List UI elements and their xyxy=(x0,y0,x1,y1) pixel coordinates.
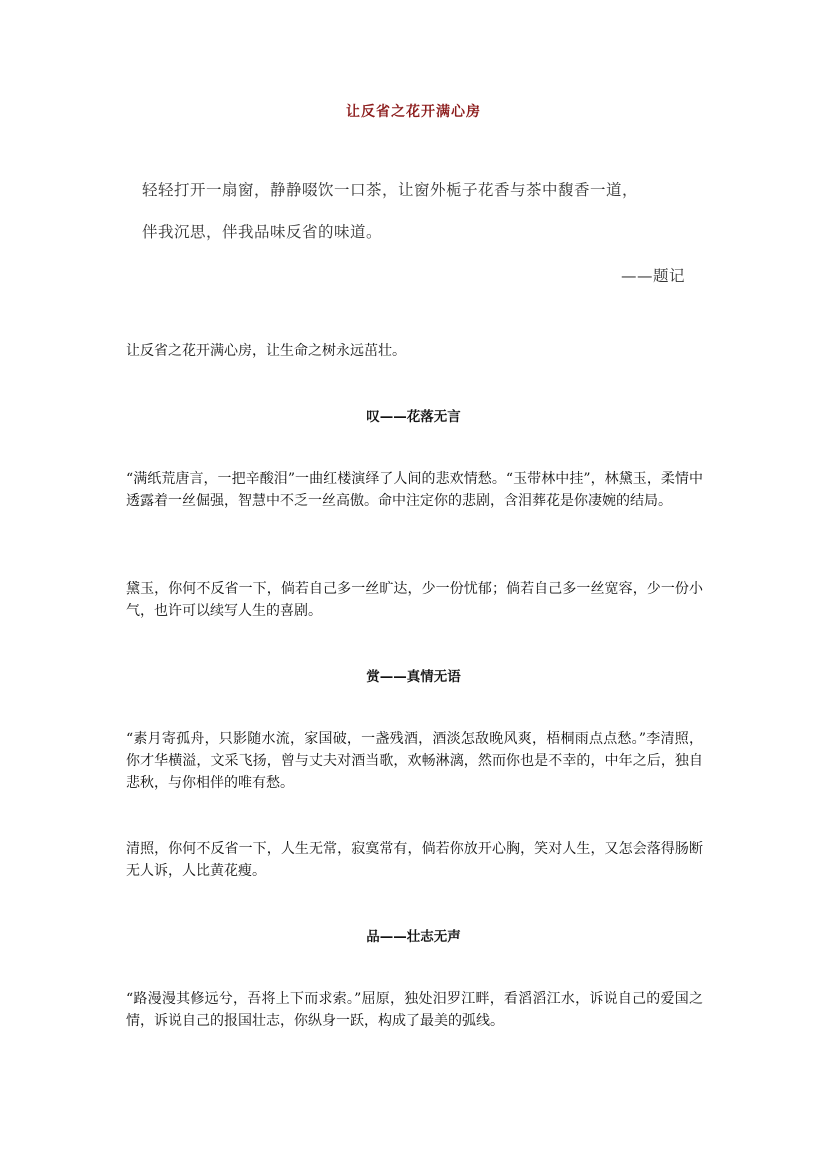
epigraph-line-1: 轻轻打开一扇窗，静静啜饮一口茶，让窗外栀子花香与茶中馥香一道， xyxy=(142,181,639,199)
intro-paragraph: 让反省之花开满心房，让生命之树永远茁壮。 xyxy=(126,343,406,359)
epigraph-line-2: 伴我沉思，伴我品味反省的味道。 xyxy=(142,223,383,241)
page-title: 让反省之花开满心房 xyxy=(346,104,481,120)
epigraph-signature: ——题记 xyxy=(620,267,685,285)
section-1-paragraph-2: 黛玉，你何不反省一下，倘若自己多一丝旷达，少一份忧郁；倘若自己多一丝宽容，少一份小气，也许可以续写人生的喜剧。 xyxy=(126,581,703,619)
section-2-paragraph-2: 清照，你何不反省一下，人生无常，寂寞常有，倘若你放开心胸，笑对人生，又怎会落得肠断无人诉，人比黄花瘦。 xyxy=(126,841,703,879)
section-heading-2: 赏——真情无语 xyxy=(366,669,461,685)
section-heading-3: 品——壮志无声 xyxy=(366,929,461,945)
section-2-paragraph-1: “素月寄孤舟，只影随水流，家国破，一盏残酒，酒淡怎敌晚风爽，梧桐雨点点愁。”李清照，你才华横溢，文采飞扬，曾与丈夫对酒当歌，欢畅淋漓，然而你也是不幸的，中年之后，独自悲秋，与你相伴的唯有愁。 xyxy=(126,731,703,791)
section-1-paragraph-1: “满纸荒唐言，一把辛酸泪”一曲红楼演绎了人间的悲欢情愁。“玉带林中挂”，林黛玉，柔情中透露着一丝倔强，智慧中不乏一丝高傲。命中注定你的悲剧，含泪葬花是你凄婉的结局。 xyxy=(126,471,703,509)
section-heading-1: 叹——花落无言 xyxy=(366,409,461,425)
section-3-paragraph-1: “路漫漫其修远兮，吾将上下而求索。”屈原，独处汨罗江畔，看滔滔江水，诉说自己的爱国之情，诉说自己的报国壮志，你纵身一跃，构成了最美的弧线。 xyxy=(126,991,703,1029)
